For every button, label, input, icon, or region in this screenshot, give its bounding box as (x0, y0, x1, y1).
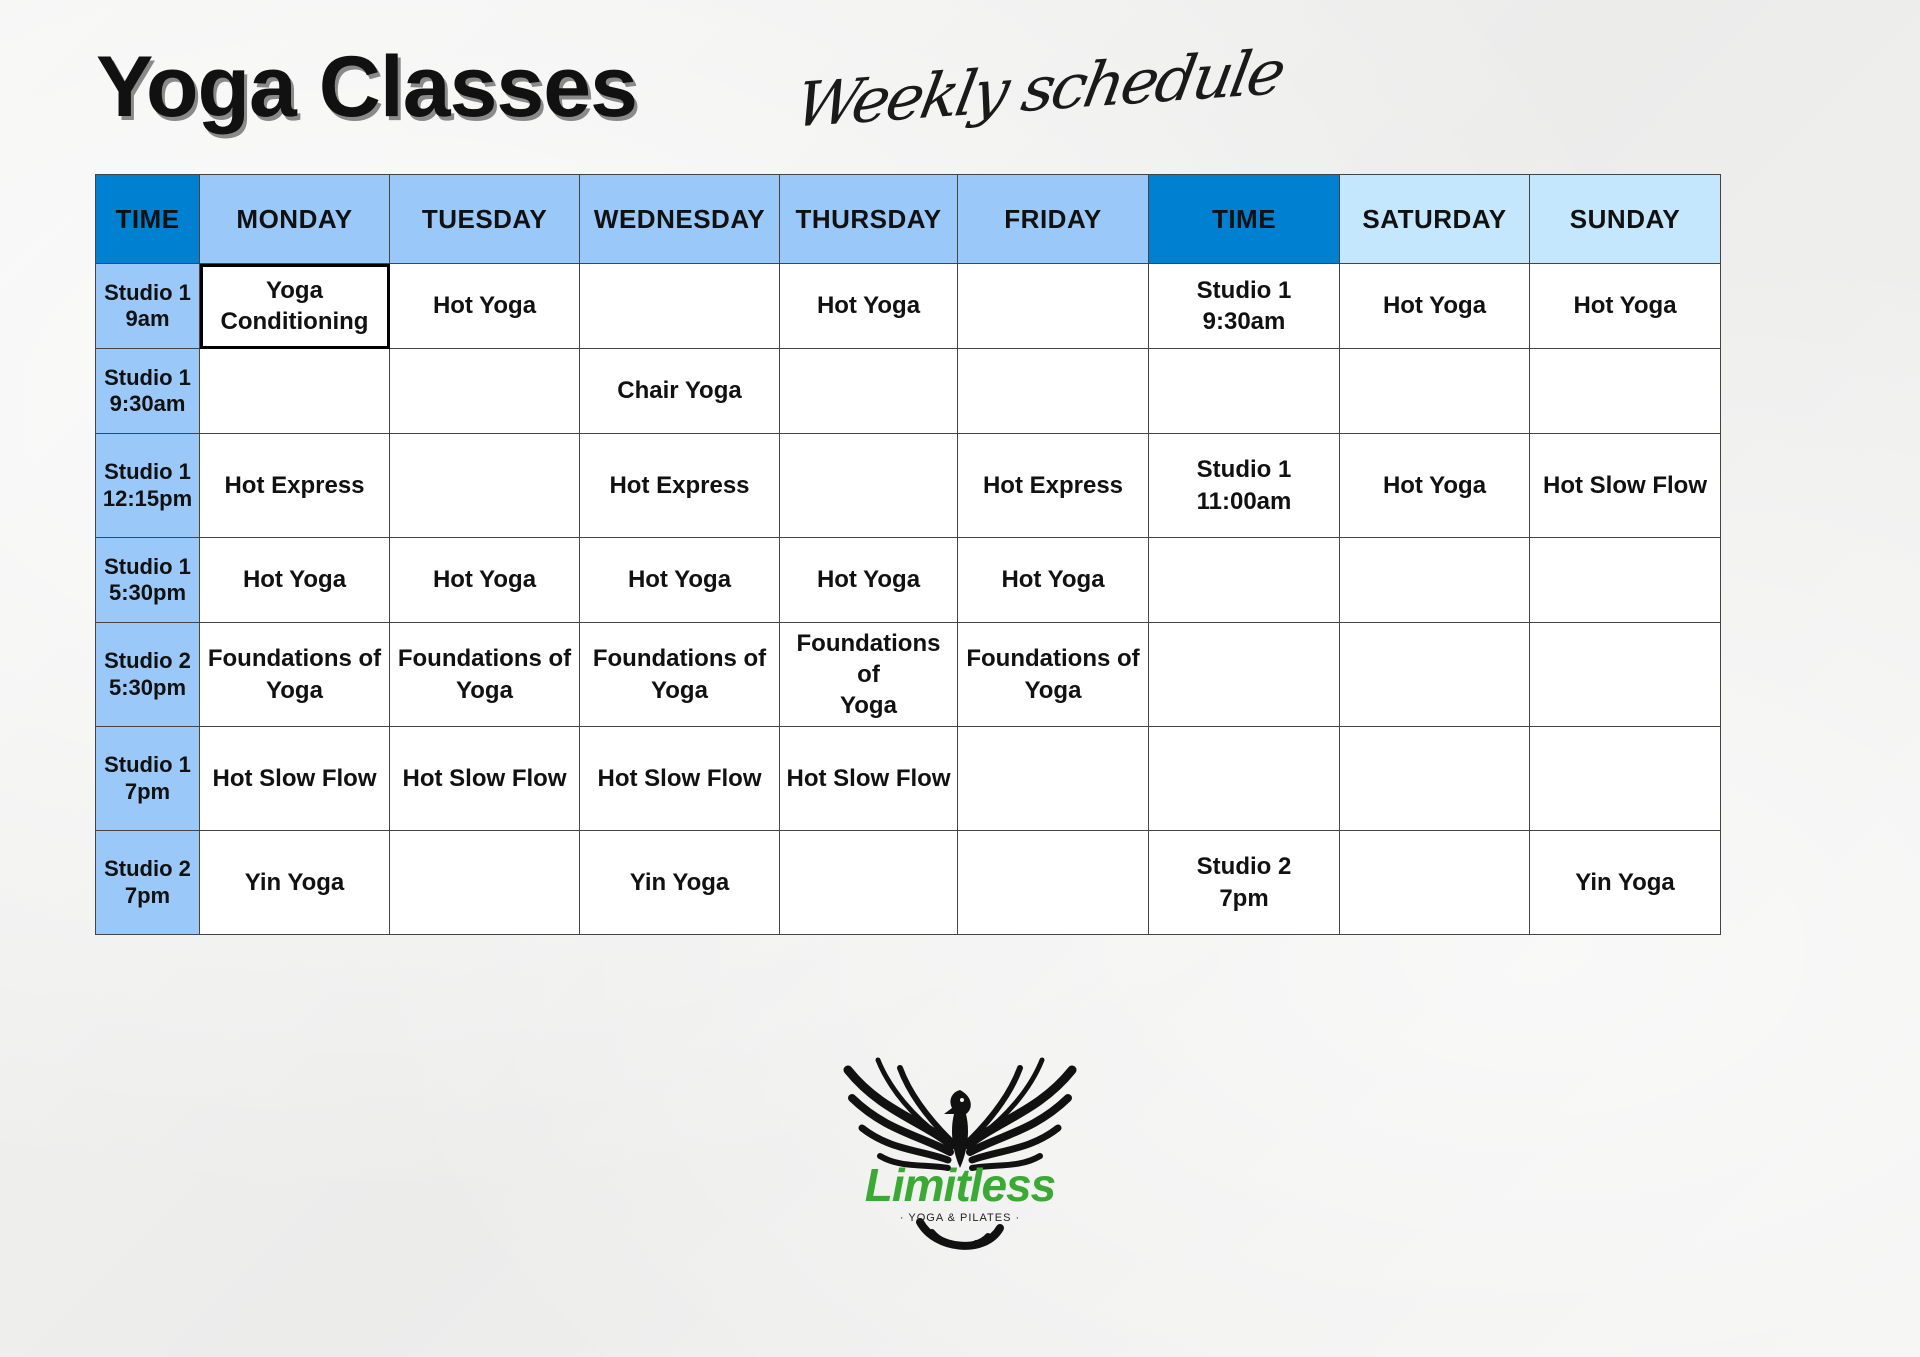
header-time: TIME (96, 175, 200, 264)
cell-text: Yoga (266, 676, 323, 704)
cell-text: Hot Yoga (1001, 566, 1105, 594)
cell-text: 9:30am (109, 391, 186, 416)
class-cell-tuesday (390, 538, 580, 623)
cell-text: Hot Slow Flow (786, 764, 951, 792)
class-cell-friday (958, 831, 1149, 935)
class-cell-thursday (780, 349, 958, 434)
schedule-row (96, 434, 1721, 538)
cell-text: Hot Yoga (816, 566, 921, 594)
cell-text: Studio 1 (104, 279, 191, 305)
cell-text: Foundations of (592, 645, 767, 673)
cell-text: Hot Yoga (816, 292, 921, 320)
schedule-row (96, 538, 1721, 623)
time-slot-cell (96, 538, 200, 623)
phoenix-icon (840, 1050, 1080, 1260)
cell-text: Studio 1 (104, 364, 191, 390)
class-cell-tuesday (390, 434, 580, 538)
cell-text: Studio 1 (104, 553, 191, 579)
cell-text: Foundations of (207, 645, 382, 673)
class-cell-thursday (780, 831, 958, 935)
class-cell-wednesday (580, 349, 780, 434)
class-cell-tuesday (390, 264, 580, 349)
header-friday: FRIDAY (958, 175, 1149, 264)
time-slot-cell (96, 434, 200, 538)
schedule-header (96, 175, 1721, 264)
cell-text: 5:30pm (108, 674, 187, 700)
schedule-table (95, 174, 1721, 935)
class-cell-friday (958, 264, 1149, 349)
class-cell-tuesday (390, 623, 580, 727)
cell-text: 7pm (1219, 884, 1269, 912)
class-cell-thursday (780, 434, 958, 538)
cell-text: Studio 2 (1196, 853, 1292, 881)
class-cell-monday (200, 434, 390, 538)
class-cell-friday (958, 349, 1149, 434)
time-slot-cell (96, 264, 200, 349)
cell-text: Hot Slow Flow (212, 764, 377, 792)
class-cell-sunday (1530, 264, 1721, 349)
cell-text: Hot Express (982, 471, 1124, 499)
class-cell-monday (200, 264, 390, 349)
cell-text: Studio 2 (104, 648, 191, 674)
class-cell-tuesday (390, 831, 580, 935)
schedule-row (96, 349, 1721, 434)
class-cell-sunday (1530, 538, 1721, 623)
cell-text: Yoga (1024, 676, 1082, 704)
cell-text: Studio 1 (1196, 456, 1292, 484)
schedule-row (96, 831, 1721, 935)
page-subtitle: Weekly schedule (789, 35, 1289, 142)
schedule-row (96, 727, 1721, 831)
class-cell-thursday (780, 264, 958, 349)
class-cell-monday (200, 623, 390, 727)
class-cell-friday (958, 538, 1149, 623)
header-tuesday: TUESDAY (390, 175, 580, 264)
cell-text: Yoga (651, 676, 708, 704)
cell-text: Studio 1 (1196, 276, 1292, 304)
class-cell-friday (958, 727, 1149, 831)
cell-text: Yoga (456, 676, 513, 704)
class-cell-sunday (1530, 434, 1721, 538)
weekend-time-cell (1149, 831, 1340, 935)
class-cell-monday (200, 349, 390, 434)
class-cell-friday (958, 623, 1149, 727)
class-cell-sunday (1530, 349, 1721, 434)
class-cell-wednesday (580, 264, 780, 349)
cell-text: Hot Yoga (1382, 471, 1487, 499)
class-cell-monday (200, 538, 390, 623)
cell-text: Hot Express (224, 471, 365, 499)
logo-name: Limitless (864, 1159, 1056, 1211)
class-cell-wednesday (580, 727, 780, 831)
header-row (96, 175, 1721, 264)
cell-text: Hot Yoga (432, 292, 537, 320)
cell-text: 7pm (124, 778, 171, 804)
cell-text: 9am (125, 306, 170, 331)
class-cell-thursday (780, 538, 958, 623)
cell-text: Hot Yoga (1573, 292, 1677, 320)
cell-text: Conditioning (220, 308, 369, 335)
cell-text: Hot Yoga (242, 566, 347, 594)
cell-text: Foundations of (796, 629, 941, 688)
cell-text: Foundations of (397, 645, 572, 673)
class-cell-saturday (1340, 264, 1530, 349)
class-cell-wednesday (580, 623, 780, 727)
cell-text: Foundations of (966, 645, 1140, 673)
time-slot-cell (96, 349, 200, 434)
weekend-time-cell (1149, 434, 1340, 538)
cell-text: Hot Yoga (627, 566, 732, 594)
limitless-logo (840, 1050, 1080, 1260)
cell-text: 12:15pm (102, 485, 193, 511)
cell-text: Hot Express (609, 471, 750, 499)
class-cell-friday (958, 434, 1149, 538)
cell-text: Yoga (266, 276, 323, 304)
header-monday: MONDAY (200, 175, 390, 264)
header-sunday: SUNDAY (1530, 175, 1721, 264)
time-slot-cell (96, 831, 200, 935)
page-title: Yoga Classes (96, 39, 637, 135)
cell-text: Studio 1 (104, 752, 191, 778)
cell-text: 7pm (124, 882, 171, 908)
class-cell-saturday (1340, 831, 1530, 935)
class-cell-saturday (1340, 623, 1530, 727)
cell-text: Yin Yoga (1575, 868, 1675, 896)
class-cell-sunday (1530, 831, 1721, 935)
cell-text: Yin Yoga (629, 868, 730, 896)
class-cell-wednesday (580, 434, 780, 538)
cell-text: Hot Slow Flow (1543, 471, 1707, 499)
class-cell-wednesday (580, 538, 780, 623)
class-cell-thursday (780, 727, 958, 831)
schedule-row (96, 264, 1721, 349)
schedule-row (96, 623, 1721, 727)
class-cell-tuesday (390, 727, 580, 831)
cell-text: Chair Yoga (617, 377, 742, 405)
weekend-time-cell (1149, 264, 1340, 349)
logo-tagline: · YOGA & PILATES · (899, 1212, 1021, 1224)
class-cell-saturday (1340, 434, 1530, 538)
weekend-time-cell (1149, 727, 1340, 831)
schedule-body (96, 264, 1721, 935)
cell-text: Yin Yoga (244, 868, 345, 896)
cell-text: Hot Yoga (1382, 292, 1487, 320)
class-cell-tuesday (390, 349, 580, 434)
weekend-time-cell (1149, 623, 1340, 727)
cell-text: Yoga (840, 692, 897, 720)
header-wednesday: WEDNESDAY (580, 175, 780, 264)
class-cell-monday (200, 831, 390, 935)
header-thursday: THURSDAY (780, 175, 958, 264)
cell-text: Hot Yoga (432, 566, 537, 594)
cell-text: Studio 1 (104, 459, 191, 485)
class-cell-saturday (1340, 349, 1530, 434)
class-cell-saturday (1340, 538, 1530, 623)
class-cell-wednesday (580, 831, 780, 935)
class-cell-saturday (1340, 727, 1530, 831)
cell-text: 9:30am (1202, 308, 1286, 335)
time-slot-cell (96, 623, 200, 727)
time-slot-cell (96, 727, 200, 831)
class-cell-monday (200, 727, 390, 831)
cell-text: Hot Slow Flow (597, 764, 762, 792)
header-saturday: SATURDAY (1340, 175, 1530, 264)
weekend-time-cell (1149, 349, 1340, 434)
cell-text: Studio 2 (104, 856, 191, 882)
weekend-time-cell (1149, 538, 1340, 623)
cell-text: Hot Slow Flow (402, 764, 567, 792)
class-cell-thursday (780, 623, 958, 727)
header-weekend-time: TIME (1149, 175, 1340, 264)
cell-text: 11:00am (1196, 487, 1292, 515)
class-cell-sunday (1530, 727, 1721, 831)
cell-text: 5:30pm (108, 580, 187, 605)
class-cell-sunday (1530, 623, 1721, 727)
